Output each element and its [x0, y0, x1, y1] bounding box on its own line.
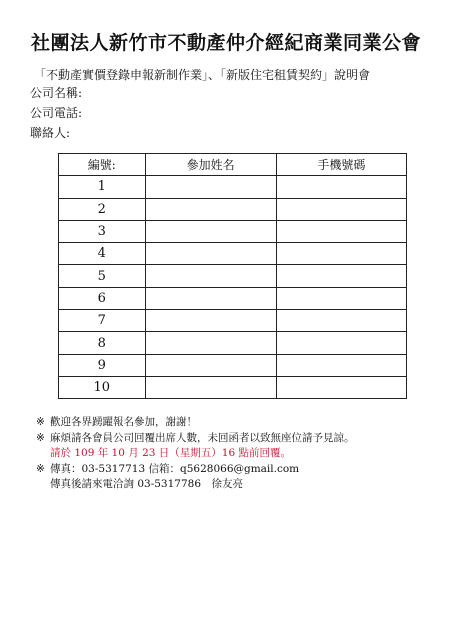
attendee-name-cell: [145, 198, 276, 220]
note-contact-text: 傳真：03-5317713 信箱：q5628066@gmail.com: [50, 462, 300, 475]
row-number: 6: [59, 287, 146, 309]
attendee-name-cell: [145, 354, 276, 376]
note-mark: ※: [36, 416, 45, 428]
row-number: 3: [59, 220, 146, 242]
mobile-number-cell: [276, 332, 406, 354]
table-row: [59, 354, 407, 376]
header-mobile-number: 手機號碼: [276, 154, 406, 176]
mobile-number-cell: [276, 265, 406, 287]
header-attendee-name: 參加姓名: [145, 154, 276, 176]
table-row: [59, 220, 407, 242]
attendee-name-cell: [145, 265, 276, 287]
note-welcome-text: 歡迎各界踴躍報名參加，謝謝！: [50, 416, 197, 428]
table-row: [59, 198, 407, 220]
header-number: 編號:: [59, 154, 146, 176]
mobile-number-cell: [276, 310, 406, 332]
table-row: [59, 265, 407, 287]
row-number: 4: [59, 243, 146, 265]
table-row: [59, 310, 407, 332]
row-number: 1: [59, 176, 146, 198]
attendee-name-cell: [145, 220, 276, 242]
attendee-name-cell: [145, 243, 276, 265]
mobile-number-cell: [276, 176, 406, 198]
table-row: [59, 176, 407, 198]
attendee-name-cell: [145, 376, 276, 398]
mobile-number-cell: [276, 198, 406, 220]
note-mark: ※: [36, 431, 45, 444]
note-mark: ※: [36, 462, 45, 475]
row-number: 8: [59, 332, 146, 354]
document-title: 社團法人新竹市不動產仲介經紀商業同業公會: [30, 32, 421, 54]
attendee-name-cell: [145, 287, 276, 309]
note-reply-request-text: 麻煩請各會員公司回覆出席人數，未回函者以致無座位請予見諒。: [50, 431, 355, 444]
table-header-row: [59, 154, 407, 176]
mobile-number-cell: [276, 287, 406, 309]
row-number: 7: [59, 310, 146, 332]
row-number: 2: [59, 198, 146, 220]
contact-person-label: 聯絡人:: [30, 126, 71, 140]
mobile-number-cell: [276, 243, 406, 265]
mobile-number-cell: [276, 354, 406, 376]
row-number: 10: [59, 376, 146, 398]
attendee-name-cell: [145, 310, 276, 332]
event-subtitle: 「不動產實價登錄申報新制作業」、「新版住宅租賃契約」說明會: [34, 68, 371, 82]
attendee-name-cell: [145, 332, 276, 354]
mobile-number-cell: [276, 220, 406, 242]
note-deadline: 請於 109 年 10 月 23 日（星期五）16 點前回覆。: [50, 447, 291, 460]
mobile-number-cell: [276, 376, 406, 398]
table-row: [59, 287, 407, 309]
note-contact: [36, 462, 355, 478]
table-row: [59, 332, 407, 354]
registration-table: [58, 153, 407, 399]
row-number: 9: [59, 354, 146, 376]
attendee-name-cell: [145, 176, 276, 198]
notes-section: [36, 415, 355, 493]
company-phone-label: 公司電話:: [30, 106, 83, 120]
company-name-label: 公司名稱:: [30, 86, 83, 100]
table-row: [59, 376, 407, 398]
row-number: 5: [59, 265, 146, 287]
note-phone-followup: 傳真後請來電洽詢 03-5317786 徐友亮: [50, 478, 244, 491]
note-reply-request: [36, 431, 355, 447]
note-welcome: [36, 415, 355, 431]
table-row: [59, 243, 407, 265]
